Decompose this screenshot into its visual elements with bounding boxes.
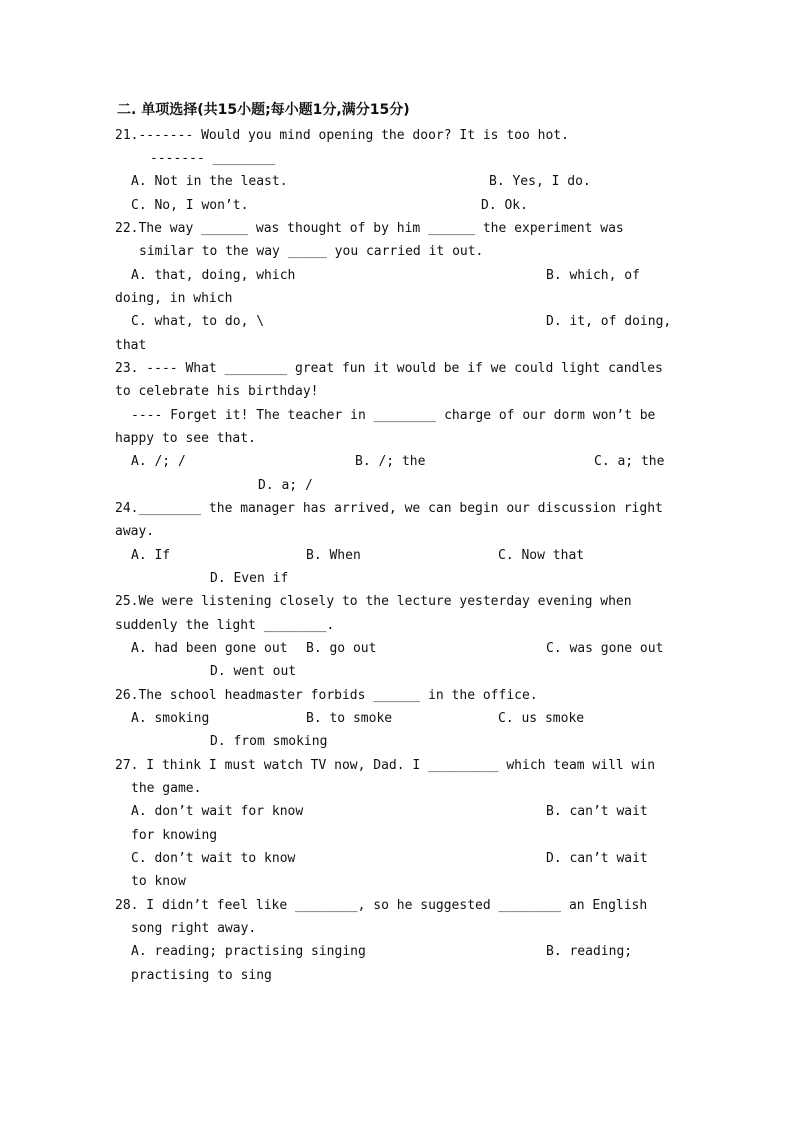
question-27-option-d-cont: to know [131, 874, 186, 889]
question-25-option-d: D. went out [210, 664, 297, 679]
question-24-stem-cont: away. [115, 524, 155, 539]
question-28-option-b-cont: practising to sing [131, 968, 272, 983]
question-28-stem-cont: song right away. [131, 921, 257, 936]
question-21-answer-line: ------- ________ [150, 151, 276, 166]
question-26-stem: 26.The school headmaster forbids ______ in the office. [115, 688, 538, 703]
question-22-option-b-cont: doing, in which [115, 291, 233, 306]
question-25-option-c: C. was gone out [546, 641, 664, 656]
question-23-stem-cont: to celebrate his birthday! [115, 384, 319, 399]
question-28-stem: 28. I didn’t feel like ________, so he suggested ________ an English [115, 898, 648, 913]
question-27-option-b: B. can’t wait [546, 804, 648, 819]
question-22-stem: 22.The way ______ was thought of by him ______ the experiment was [115, 221, 624, 236]
question-24-option-c: C. Now that [498, 548, 585, 563]
question-25-option-b: B. go out [306, 641, 377, 656]
question-25-stem-cont: suddenly the light ________. [115, 618, 335, 633]
question-27-option-a: A. don’t wait for know [131, 804, 304, 819]
question-23-option-b: B. /; the [355, 454, 426, 469]
question-28-option-b: B. reading; [546, 944, 633, 959]
question-21-option-c: C. No, I won’t. [131, 198, 249, 213]
question-23-reply: ---- Forget it! The teacher in ________ charge of our dorm won’t be [131, 408, 656, 423]
question-24-option-d: D. Even if [210, 571, 289, 586]
question-21-option-b: B. Yes, I do. [489, 174, 591, 189]
question-22-option-b: B. which, of [546, 268, 640, 283]
question-24-option-a: A. If [131, 548, 171, 563]
question-21-stem: 21.------- Would you mind opening the door? It is too hot. [115, 128, 569, 143]
question-27-stem-cont: the game. [131, 781, 202, 796]
question-27-option-b-cont: for knowing [131, 828, 218, 843]
question-22-stem-cont: similar to the way _____ you carried it out. [139, 244, 484, 259]
question-21-option-a: A. Not in the least. [131, 174, 288, 189]
question-24-stem: 24.________ the manager has arrived, we can begin our discussion right [115, 501, 663, 516]
question-23-reply-cont: happy to see that. [115, 431, 256, 446]
question-24-option-b: B. When [306, 548, 361, 563]
question-23-stem: 23. ---- What ________ great fun it would be if we could light candles [115, 361, 663, 376]
question-22-option-d: D. it, of doing, [546, 314, 672, 329]
question-21-option-d: D. Ok. [481, 198, 528, 213]
question-23-option-c: C. a; the [594, 454, 665, 469]
question-26-option-d: D. from smoking [210, 734, 328, 749]
question-27-stem: 27. I think I must watch TV now, Dad. I _________ which team will win [115, 758, 656, 773]
question-23-option-d: D. a; / [258, 478, 313, 493]
question-26-option-b: B. to smoke [306, 711, 393, 726]
question-25-option-a: A. had been gone out [131, 641, 288, 656]
question-22-option-c: C. what, to do, \ [131, 314, 265, 329]
section-heading: 二. 单项选择(共15小题;每小题1分,满分15分) [117, 102, 410, 118]
question-22-option-d-cont: that [115, 338, 147, 353]
question-25-stem: 25.We were listening closely to the lecture yesterday evening when [115, 594, 632, 609]
question-27-option-d: D. can’t wait [546, 851, 648, 866]
question-27-option-c: C. don’t wait to know [131, 851, 296, 866]
question-26-option-a: A. smoking [131, 711, 210, 726]
question-28-option-a: A. reading; practising singing [131, 944, 366, 959]
question-26-option-c: C. us smoke [498, 711, 585, 726]
question-22-option-a: A. that, doing, which [131, 268, 296, 283]
question-23-option-a: A. /; / [131, 454, 186, 469]
